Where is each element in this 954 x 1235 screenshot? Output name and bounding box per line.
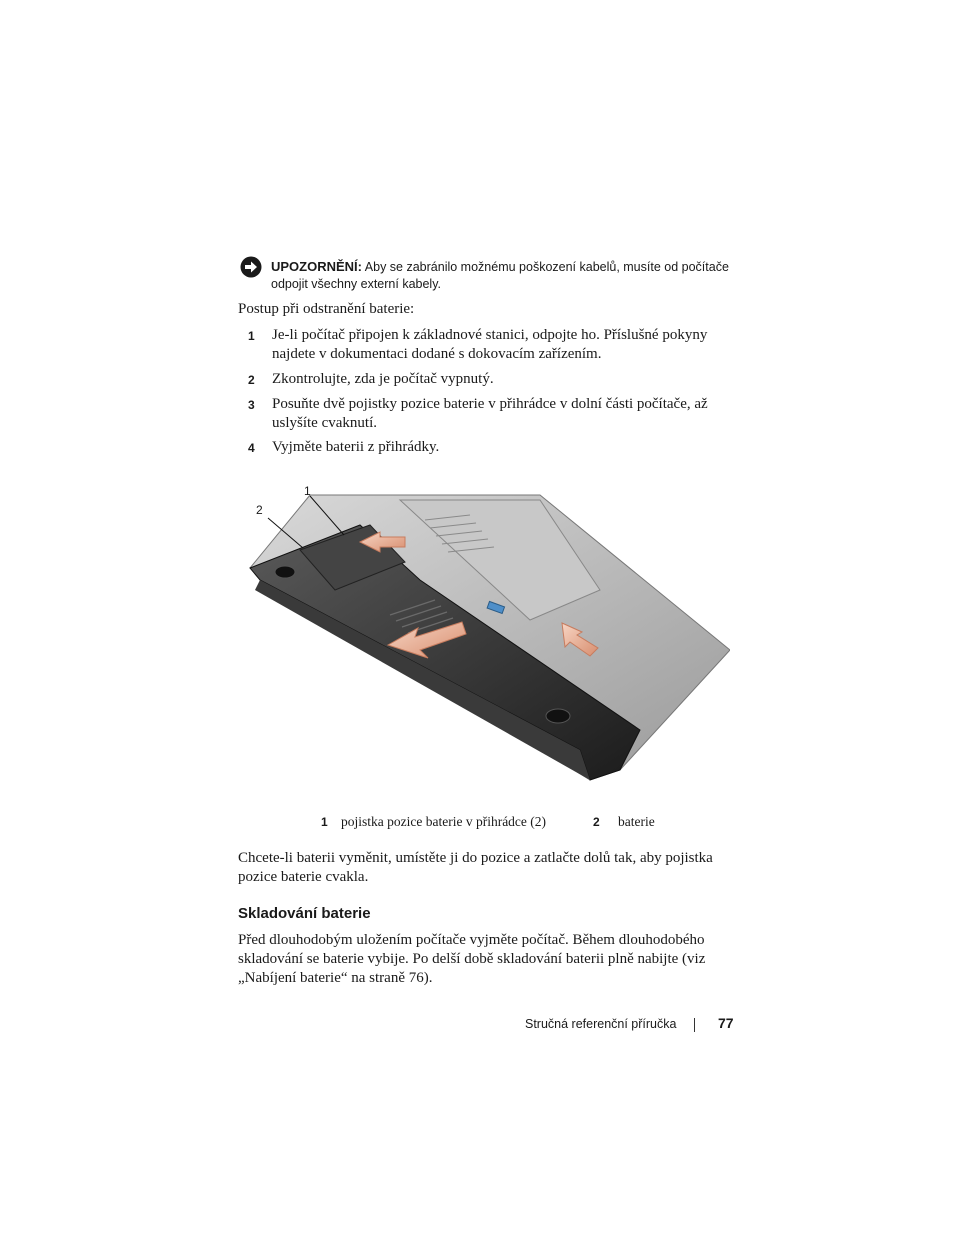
footer-divider	[694, 1018, 695, 1032]
replace-paragraph: Chcete-li baterii vyměnit, umístěte ji do pozice a zatlačte dolů tak, aby pojistka pozice baterie cvakla.	[238, 850, 713, 885]
step-number: 2	[248, 373, 255, 387]
notice-label: UPOZORNĚNÍ:	[271, 259, 362, 274]
step-text: Posuňte dvě pojistky pozice baterie v přihrádce v dolní části počítače, až uslyšíte cvaknutí.	[272, 396, 708, 431]
page-number: 77	[718, 1015, 734, 1031]
legend-item-1	[321, 813, 328, 831]
step-number: 4	[248, 441, 255, 455]
legend-number: 2	[593, 815, 600, 829]
legend-label-2: baterie	[618, 814, 655, 829]
battery-removal-illustration	[240, 480, 730, 790]
footer-title: Stručná referenční příručka	[525, 1017, 677, 1031]
callout-2: 2	[256, 503, 263, 517]
legend-number: 1	[321, 815, 328, 829]
callout-1: 1	[304, 484, 311, 498]
legend-label-1: pojistka pozice baterie v přihrádce (2)	[341, 814, 547, 829]
step-text: Vyjměte baterii z přihrádky.	[272, 439, 440, 455]
step-text: Zkontrolujte, zda je počítač vypnutý.	[272, 371, 494, 387]
storage-paragraph: Před dlouhodobým uložením počítače vyjměte počítač. Během dlouhodobého skladování se baterie vybije. Po delší době skladování baterii plně nabijte (viz „Nabíjení baterie“ na straně 76).	[238, 932, 706, 986]
step-number: 1	[248, 329, 255, 343]
procedure-intro: Postup při odstranění baterie:	[238, 301, 415, 317]
notice	[271, 258, 741, 293]
step-number: 3	[248, 398, 255, 412]
legend-item-2	[593, 813, 600, 831]
notice-arrow-icon	[240, 256, 262, 278]
section-heading: Skladování baterie	[238, 905, 371, 922]
notice-text: Aby se zabránilo možnému poškození kabelů, musíte od počítače odpojit všechny externí kabely.	[271, 260, 729, 291]
step-text: Je-li počítač připojen k základnové stanici, odpojte ho. Příslušné pokyny najdete v dokumentaci dodané s dokovacím zařízením.	[272, 327, 708, 362]
